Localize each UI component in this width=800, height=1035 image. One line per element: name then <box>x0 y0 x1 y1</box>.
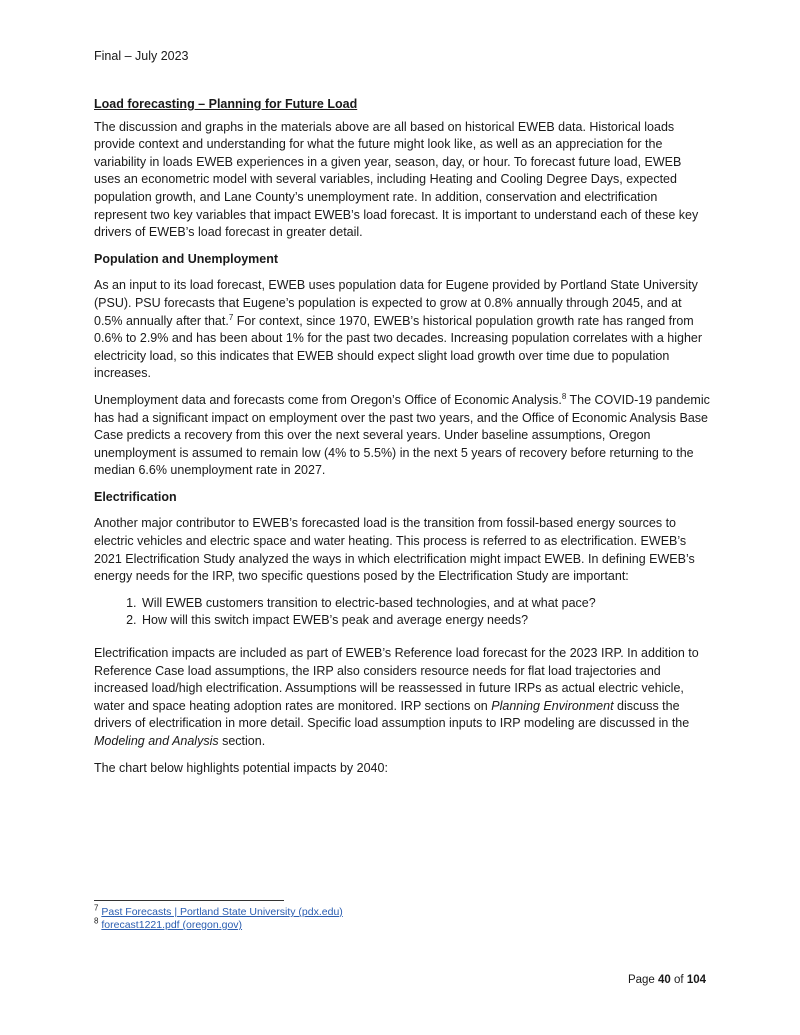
electrification-impacts-paragraph <box>94 645 710 751</box>
footnote-divider <box>94 900 284 901</box>
electrification-paragraph: Another major contributor to EWEB’s forecasted load is the transition from fossil-based energy sources to electric vehicles and electric space and water heating. This process is referred to as electrification. EWEB’s 2021 Electrification Study analyzed the ways in which electrification might impact EWEB. In defining EWEB’s energy needs for the IRP, two specific questions posed by the Electrification Study are important: <box>94 516 695 584</box>
population-heading: Population and Unemployment <box>94 251 279 266</box>
page-sep: of <box>670 974 687 986</box>
footnote-8 <box>94 916 343 932</box>
section-title: Load forecasting – Planning for Future Load <box>94 97 358 111</box>
footnote-number: 8 <box>94 916 99 926</box>
impacts-text-b: discuss the drivers of electrification in more detail. Specific load assumption inputs to IRP modeling are discussed in the <box>94 698 690 731</box>
unemployment-text-b: The COVID-19 pandemic has had a significant impact on employment over the past two years, and the Office of Economic Analysis Base Case predicts a recovery from this over the next several years. Under baseline assumptions, Oregon unemployment is assumed to remain low (4% to 5.5%) in the next 5 years of recovery before returning to the median 6.6% unemployment rate in 2027. <box>94 392 710 478</box>
page-number <box>628 974 706 986</box>
document-header: Final – July 2023 <box>94 49 189 63</box>
footnote-ref-8[interactable]: 8 <box>561 391 567 401</box>
footnote-ref-7[interactable]: 7 <box>228 312 234 322</box>
population-text-b: For context, since 1970, EWEB’s historical population growth rate has ranged from 0.6% to 2.9% and has been about 1% for the past two decades. Increasing population correlates with a higher electricity load, so this indicates that EWEB should expect slight load growth over time due to population increases. <box>94 313 703 381</box>
impacts-text-a: Electrification impacts are included as part of EWEB’s Reference load forecast for the 2023 IRP. In addition to Reference Case load assumptions, the IRP also considers resource needs for flat load trajectories and increased load/high electrification. Assumptions will be reassessed in future IRPs as actual electric vehicle, water and space heating adoption rates are monitored. IRP sections on <box>94 646 699 713</box>
chart-intro-paragraph: The chart below highlights potential impacts by 2040: <box>94 760 388 775</box>
intro-paragraph: The discussion and graphs in the materials above are all based on historical EWEB data. Historical loads provide context and understanding for what the future might look like, as well as an appreciation for the variability in loads EWEB experiences in a given year, season, day, or hour. To forecast future load, EWEB uses an econometric model with several variables, including Heating and Cooling Degree Days, expected population growth, and Lane County’s unemployment rate. In addition, conservation and electrification represent two key variables that impact EWEB’s load forecast. It is important to understand each of these key drivers of EWEB’s load forecast in greater detail. <box>94 119 699 240</box>
footnotes <box>94 903 343 932</box>
main-content <box>94 96 710 786</box>
list-item: 2. How will this switch impact EWEB’s peak and average energy needs? <box>140 612 710 630</box>
impacts-text-c: section. <box>218 734 266 748</box>
page-label: Page <box>627 974 659 986</box>
total-pages: 104 <box>686 974 706 986</box>
list-item: 1. Will EWEB customers transition to electric-based technologies, and at what pace? <box>140 595 710 613</box>
questions-list <box>94 595 710 630</box>
footnote-link-psu[interactable]: Past Forecasts | Portland State University (pdx.edu) <box>101 906 343 918</box>
footnote-number: 7 <box>94 903 99 913</box>
population-paragraph <box>94 277 710 383</box>
planning-environment-ref: Planning Environment <box>491 698 614 713</box>
population-text-a: As an input to its load forecast, EWEB uses population data for Eugene provided by Portland State University (PSU). PSU forecasts that Eugene’s population is expected to grow at 0.8% annually through 2045, and at 0.5% annually after that. <box>94 278 698 328</box>
unemployment-text-a: Unemployment data and forecasts come from Oregon’s Office of Economic Analysis. <box>94 392 562 407</box>
electrification-heading: Electrification <box>94 489 177 504</box>
current-page: 40 <box>658 974 671 986</box>
footnote-7 <box>94 903 343 919</box>
footnote-link-oregon[interactable]: forecast1221.pdf (oregon.gov) <box>101 919 243 931</box>
modeling-analysis-ref: Modeling and Analysis <box>94 734 219 748</box>
unemployment-paragraph <box>94 392 710 480</box>
